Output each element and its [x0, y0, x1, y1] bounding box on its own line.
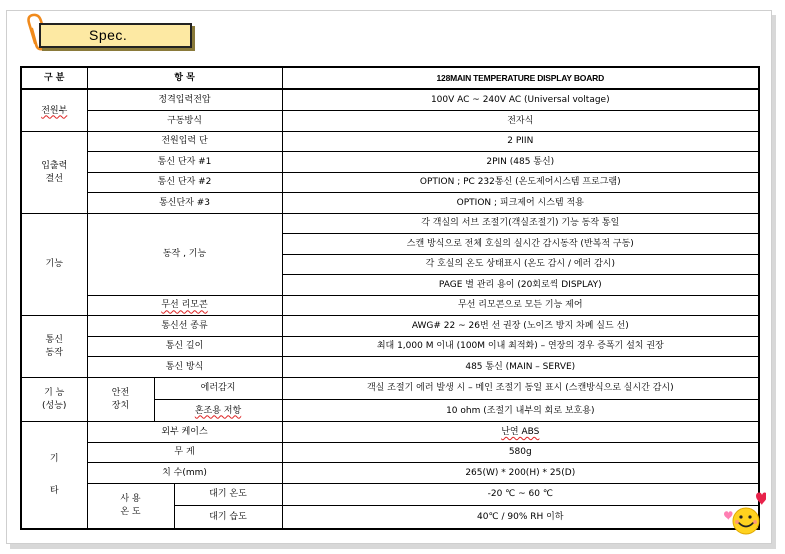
row-value: 무선 리모콘으로 모든 기능 제어	[282, 295, 759, 315]
row-value: 100V AC ~ 240V AC (Universal voltage)	[282, 89, 759, 110]
category-power: 전원부	[21, 89, 87, 131]
table-row	[21, 89, 759, 110]
table-row	[21, 131, 759, 151]
row-value: 난연 ABS	[282, 422, 759, 442]
row-item: 무 게	[87, 442, 282, 462]
sub-category-safety: 안전 장치	[87, 377, 154, 422]
row-value: 전자식	[282, 111, 759, 131]
row-item: 치 수(mm)	[87, 463, 282, 483]
category-function: 기능	[21, 213, 87, 315]
table-row	[21, 357, 759, 377]
row-item: 혼조용 저항	[154, 399, 282, 421]
row-item: 에러감지	[154, 377, 282, 399]
row-value: 최대 1,000 M 이내 (100M 이내 최적화) – 연장의 경우 증폭기 설치 권장	[282, 336, 759, 356]
row-value: 2PIN (485 통신)	[282, 152, 759, 172]
table-row	[21, 422, 759, 442]
row-value: 485 통신 (MAIN – SERVE)	[282, 357, 759, 377]
category-comm: 통신 동작	[21, 316, 87, 377]
table-row	[21, 336, 759, 356]
category-io: 입출력 결선	[21, 131, 87, 213]
table-row	[21, 463, 759, 483]
table-row	[21, 377, 759, 399]
row-item: 동작 , 기능	[87, 213, 282, 295]
table-row	[21, 483, 759, 505]
spec-table	[20, 66, 760, 530]
table-row	[21, 172, 759, 192]
row-value: 각 객실의 서브 조절기(객실조절기) 기능 동작 통일	[282, 213, 759, 233]
row-item: 통신 방식	[87, 357, 282, 377]
row-value: -20 ℃ ~ 60 ℃	[282, 483, 759, 505]
row-item: 무선 리모콘	[87, 295, 282, 315]
table-header-row	[21, 67, 759, 89]
row-item: 외부 케이스	[87, 422, 282, 442]
category-performance: 기 능 (성능)	[21, 377, 87, 422]
row-value: OPTION ; PC 232통신 (온도제어시스템 프로그램)	[282, 172, 759, 192]
row-item: 대기 온도	[174, 483, 282, 505]
row-value: 40℃ / 90% RH 이하	[282, 505, 759, 529]
row-value: 265(W) * 200(H) * 25(D)	[282, 463, 759, 483]
row-value: PAGE 별 관리 용이 (20회로씩 DISPLAY)	[282, 275, 759, 295]
table-row	[21, 152, 759, 172]
row-value: 10 ohm (조절기 내부의 회로 보호용)	[282, 399, 759, 421]
row-value: 스캔 방식으로 전체 호실의 실시간 감시동작 (반복적 구동)	[282, 234, 759, 254]
table-row	[21, 442, 759, 462]
table-row	[21, 316, 759, 336]
row-item: 대기 습도	[174, 505, 282, 529]
row-value: AWG# 22 ~ 26번 선 권장 (노이즈 방지 차폐 실드 선)	[282, 316, 759, 336]
row-value: 객실 조절기 에러 발생 시 – 메인 조절기 동일 표시 (스캔방식으로 실시간 감시)	[282, 377, 759, 399]
header-category: 구 분	[21, 67, 87, 89]
row-item: 전원입력 단	[87, 131, 282, 151]
smiley-heart-icon	[716, 488, 766, 538]
row-item: 구동방식	[87, 111, 282, 131]
table-row	[21, 193, 759, 213]
row-item: 통신 단자 #1	[87, 152, 282, 172]
row-value: OPTION ; 피크제어 시스템 적용	[282, 193, 759, 213]
row-value: 580g	[282, 442, 759, 462]
table-row	[21, 295, 759, 315]
row-item: 통신 단자 #2	[87, 172, 282, 192]
row-item: 통신 길이	[87, 336, 282, 356]
header-item: 항 목	[87, 67, 282, 89]
category-other: 기 타	[21, 422, 87, 529]
table-row	[21, 213, 759, 233]
row-value: 각 호실의 온도 상태표시 (온도 감시 / 에러 감시)	[282, 254, 759, 274]
row-item: 통신단자 #3	[87, 193, 282, 213]
spec-title-box	[39, 23, 192, 48]
header-model: 128MAIN TEMPERATURE DISPLAY BOARD	[282, 67, 759, 89]
row-item: 통신선 종류	[87, 316, 282, 336]
spec-title: Spec.	[89, 27, 128, 43]
sub-category-environment: 사 용 온 도	[87, 483, 174, 529]
row-value: 2 PIIN	[282, 131, 759, 151]
row-item: 정격입력전압	[87, 89, 282, 110]
table-row	[21, 111, 759, 131]
